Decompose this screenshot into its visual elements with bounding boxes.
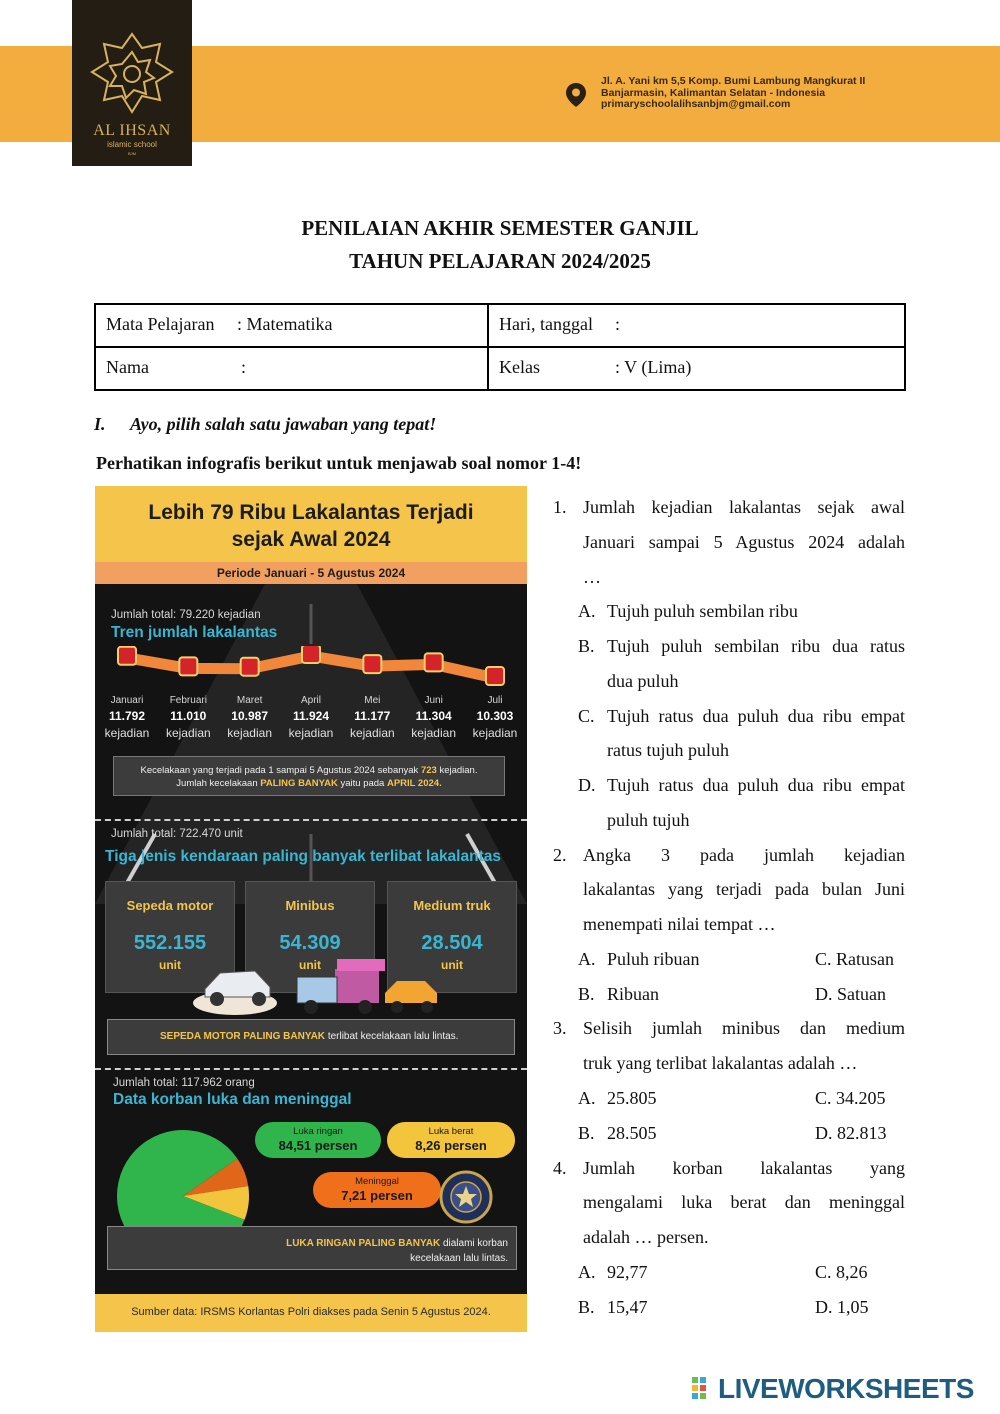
month-name: Juni xyxy=(424,695,443,706)
q1-option-b[interactable]: Tujuh puluh sembilan ribu dua ratus xyxy=(607,636,905,656)
date-cell[interactable] xyxy=(488,304,905,347)
q1-option-b[interactable]: dua puluh xyxy=(607,671,679,691)
address-email: primaryschoolalihsanbjm@gmail.com xyxy=(601,98,791,110)
divider xyxy=(95,819,527,821)
q4-text: adalah … persen. xyxy=(583,1227,709,1247)
q1-option-c[interactable]: Tujuh ratus dua puluh dua ribu empat xyxy=(607,706,905,726)
q3-option-a[interactable]: 25.805 xyxy=(607,1088,657,1108)
victim-total: Jumlah total: 117.962 orang xyxy=(113,1077,255,1089)
month-label xyxy=(467,695,523,740)
q1-number: 1. xyxy=(553,497,567,517)
month-unit: kejadian xyxy=(288,726,334,740)
month-name: Februari xyxy=(169,695,207,706)
vehicle-heading: Tiga jenis kendaraan paling banyak terlibat lakalantas xyxy=(105,848,501,865)
q1-text: Januari sampai 5 Agustus 2024 adalah xyxy=(583,532,905,552)
q4-text: mengalami luka berat dan meninggal xyxy=(583,1192,905,1212)
name-cell[interactable] xyxy=(95,347,488,390)
school-address xyxy=(601,76,865,111)
q3-text: Selisih jumlah minibus dan medium xyxy=(583,1018,905,1038)
month-label xyxy=(406,695,462,740)
trend-marker xyxy=(425,653,443,671)
month-unit: kejadian xyxy=(349,726,395,740)
vehicle-unit: unit xyxy=(159,958,181,972)
name-value: : xyxy=(241,357,247,377)
q3-option-b[interactable]: 28.505 xyxy=(607,1123,657,1143)
q2-option-b[interactable]: Ribuan xyxy=(607,984,659,1004)
pill-luka-ringan: Luka ringan 84,51 persen xyxy=(255,1122,381,1158)
vehicle-value: 54.309 xyxy=(279,932,341,954)
month-name: April xyxy=(300,695,321,706)
date-value: : xyxy=(615,314,621,334)
exam-title: PENILAIAN AKHIR SEMESTER GANJIL xyxy=(301,216,699,240)
pill-meninggal: Meninggal 7,21 persen xyxy=(313,1172,441,1208)
q2-text: lakalantas yang terjadi pada bulan Juni xyxy=(583,879,905,899)
q1-option-c[interactable]: ratus tujuh puluh xyxy=(607,740,729,760)
q2-text: menempati nilai tempat … xyxy=(583,914,776,934)
trend-marker xyxy=(486,667,504,685)
address-line: Banjarmasin, Kalimantan Selatan - Indonesia xyxy=(601,86,826,99)
name-label: Nama xyxy=(106,357,149,377)
month-value: 11.177 xyxy=(354,709,391,723)
trend-marker xyxy=(302,646,320,663)
q3-option-b-letter[interactable]: B. xyxy=(578,1123,595,1143)
q2-option-c[interactable]: C. Ratusan xyxy=(815,949,894,969)
month-label xyxy=(283,695,339,740)
vehicle-name: Medium truk xyxy=(413,898,491,913)
month-value: 11.792 xyxy=(108,709,146,723)
subject-value: : Matematika xyxy=(237,314,333,334)
q1-option-d-letter[interactable]: D. xyxy=(578,775,596,795)
q1-option-d[interactable]: puluh tujuh xyxy=(607,810,690,830)
q1-option-d[interactable]: Tujuh ratus dua puluh dua ribu empat xyxy=(607,775,905,795)
q4-text: Jumlah korban lakalantas yang xyxy=(583,1158,905,1178)
month-label xyxy=(344,695,400,740)
exam-year: TAHUN PELAJARAN 2024/2025 xyxy=(349,249,651,273)
vehicle-unit: unit xyxy=(299,958,321,972)
q3-text: truk yang terlibat lakalantas adalah … xyxy=(583,1053,858,1073)
q4-option-b-letter[interactable]: B. xyxy=(578,1297,595,1317)
vehicle-name: Minibus xyxy=(285,898,335,913)
month-label xyxy=(99,695,155,740)
pill-luka-berat: Luka berat 8,26 persen xyxy=(387,1122,515,1158)
month-name: Juli xyxy=(487,695,503,706)
q1-option-a[interactable]: Tujuh puluh sembilan ribu xyxy=(607,601,798,621)
trend-note: Kecelakaan yang terjadi pada 1 sampai 5 Agustus 2024 sebanyak 723 kejadian. Jumlah kecelakaan PALING BANYAK yaitu pada APRIL 2024. xyxy=(113,756,505,796)
instruction: Perhatikan infografis berikut untuk menjawab soal nomor 1-4! xyxy=(96,453,582,473)
month-name: Januari xyxy=(110,695,144,706)
q2-option-d[interactable]: D. Satuan xyxy=(815,984,886,1004)
victim-heading: Data korban luka dan meninggal xyxy=(113,1091,352,1108)
q4-option-c[interactable]: C. 8,26 xyxy=(815,1262,868,1282)
vehicle-name: Sepeda motor xyxy=(126,898,214,913)
student-info-table xyxy=(94,303,906,391)
vehicle-value: 28.504 xyxy=(421,932,483,954)
vehicle-note: SEPEDA MOTOR PALING BANYAK terlibat kecelakaan lalu lintas. xyxy=(107,1019,515,1055)
q2-option-a-letter[interactable]: A. xyxy=(578,949,596,969)
infographic-title: sejak Awal 2024 xyxy=(231,528,391,551)
q2-number: 2. xyxy=(553,845,567,865)
q4-option-a[interactable]: 92,77 xyxy=(607,1262,648,1282)
month-label xyxy=(160,695,216,740)
q1-option-c-letter[interactable]: C. xyxy=(578,706,595,726)
month-unit: kejadian xyxy=(472,726,518,740)
liveworksheets-logo-icon xyxy=(692,1377,714,1401)
q3-option-d[interactable]: D. 82.813 xyxy=(815,1123,887,1143)
month-value: 11.304 xyxy=(415,709,452,723)
period-text: Periode Januari - 5 Agustus 2024 xyxy=(216,566,406,580)
divider xyxy=(95,1068,527,1070)
infographic-title: Lebih 79 Ribu Lakalantas Terjadi xyxy=(148,501,474,524)
location-pin-icon xyxy=(565,82,587,108)
month-value: 10.303 xyxy=(476,709,514,723)
q2-option-b-letter[interactable]: B. xyxy=(578,984,595,1004)
q2-text: Angka 3 pada jumlah kejadian xyxy=(583,845,905,865)
q4-option-a-letter[interactable]: A. xyxy=(578,1262,596,1282)
ornament-icon xyxy=(80,30,184,120)
subject-label: Mata Pelajaran xyxy=(106,314,215,334)
school-name: AL IHSAN xyxy=(93,122,171,139)
q1-option-b-letter[interactable]: B. xyxy=(578,636,595,656)
infographic xyxy=(95,486,527,1332)
q1-option-a-letter[interactable]: A. xyxy=(578,601,596,621)
class-value: : V (Lima) xyxy=(615,357,692,377)
subject-cell xyxy=(95,304,488,347)
vehicle-total: Jumlah total: 722.470 unit xyxy=(111,828,243,840)
vehicle-unit: unit xyxy=(441,958,463,972)
q4-number: 4. xyxy=(553,1158,567,1178)
q3-number: 3. xyxy=(553,1018,567,1038)
month-unit: kejadian xyxy=(227,726,272,740)
month-label xyxy=(222,695,278,740)
vehicle-illustration-icon xyxy=(185,951,455,1019)
school-sub: islamic school xyxy=(107,140,157,149)
trend-total: Jumlah total: 79.220 kejadian xyxy=(111,609,261,621)
q4-option-b[interactable]: 15,47 xyxy=(607,1297,648,1317)
month-value: 11.924 xyxy=(292,709,330,723)
trend-marker xyxy=(179,657,197,675)
q1-text: Jumlah kejadian lakalantas sejak awal xyxy=(583,497,905,517)
month-value: 11.010 xyxy=(170,709,207,723)
section-heading: I. Ayo, pilih salah satu jawaban yang tepat! xyxy=(94,414,437,434)
liveworksheets-brand[interactable]: LIVEWORKSHEETS xyxy=(718,1373,974,1404)
trend-marker xyxy=(363,655,381,673)
month-unit: kejadian xyxy=(411,726,456,740)
month-unit: kejadian xyxy=(165,726,211,740)
q3-option-a-letter[interactable]: A. xyxy=(578,1088,596,1108)
vehicle-value: 552.155 xyxy=(133,932,207,954)
school-logo xyxy=(72,0,192,166)
source-note: Sumber data: IRSMS Korlantas Polri diakses pada Senin 5 Agustus 2024. xyxy=(95,1294,527,1332)
q4-option-d[interactable]: D. 1,05 xyxy=(815,1297,869,1317)
school-mini: BJM xyxy=(128,151,136,156)
trend-line-chart xyxy=(95,646,527,696)
victim-note: LUKA RINGAN PALING BANYAK dialami korban kecelakaan lalu lintas. xyxy=(107,1226,517,1270)
trend-marker xyxy=(118,647,136,665)
q2-option-a[interactable]: Puluh ribuan xyxy=(607,949,700,969)
date-label: Hari, tanggal xyxy=(499,314,593,334)
police-badge-icon xyxy=(439,1170,493,1224)
month-value: 10.987 xyxy=(231,709,268,723)
trend-marker xyxy=(241,658,259,676)
class-label: Kelas xyxy=(499,357,540,377)
month-name: Maret xyxy=(236,695,263,706)
class-cell xyxy=(488,347,905,390)
month-name: Mei xyxy=(364,695,381,706)
month-unit: kejadian xyxy=(104,726,150,740)
q1-text: … xyxy=(583,567,601,587)
address-line: Jl. A. Yani km 5,5 Komp. Bumi Lambung Mangkurat II xyxy=(601,75,866,87)
trend-heading: Tren jumlah lakalantas xyxy=(111,624,278,641)
q3-option-c[interactable]: C. 34.205 xyxy=(815,1088,886,1108)
